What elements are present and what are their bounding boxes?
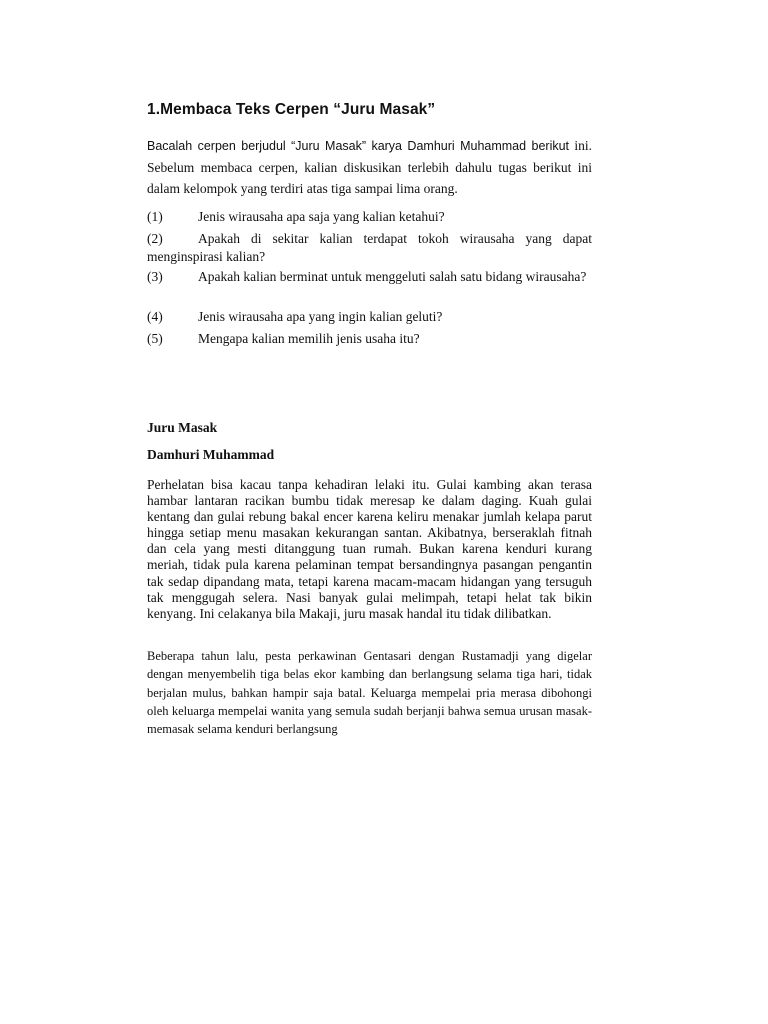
story-author: Damhuri Muhammad xyxy=(147,447,275,462)
intro-rest-text: ini. Sebelum membaca cerpen, kalian diskusikan terlebih dahulu tugas berikut ini dalam kelompok yang terdiri atas tiga sampai lima orang. xyxy=(147,138,592,196)
question-number: (3) xyxy=(147,269,163,284)
story-paragraph: Perhelatan bisa kacau tanpa kehadiran lelaki itu. Gulai kambing akan terasa hambar lantaran racikan bumbu tidak meresap ke dalam daging. Kuah gulai kentang dan gulai rebung bakal encer karena keliru menakar jumlah kelapa parut hingga setiap menu masakan kekurangan santan. Akibatnya, berseraklah fitnah dan cela yang mesti ditanggung tuan rumah. Bukan karena kenduri kurang meriah, tidak pula karena pelaminan tempat bersandingnya pasangan pengantin tak sedap dipandang mata, tetapi karena macam-macam hidangan yang tersuguh tak menggugah selera. Nasi banyak gulai melimpah, tetapi helat tak bikin kenyang. Ini celakanya bila Makaji, juru masak handal itu tidak dilibatkan. xyxy=(147,477,592,621)
question-number: (5) xyxy=(147,331,163,346)
question-text: Apakah di sekitar kalian terdapat tokoh wirausaha yang dapat menginspirasi kalian? xyxy=(147,231,592,264)
question-number: (4) xyxy=(147,309,163,324)
question-text: Apakah kalian berminat untuk menggeluti salah satu bidang wirausaha? xyxy=(198,269,587,284)
story-title: Juru Masak xyxy=(147,420,218,435)
question-text: Jenis wirausaha apa saja yang kalian ketahui? xyxy=(198,209,445,224)
question-number: (1) xyxy=(147,209,163,224)
section-heading: 1.Membaca Teks Cerpen “Juru Masak” xyxy=(147,101,436,118)
question-item xyxy=(147,230,592,266)
question-item xyxy=(147,308,592,326)
question-text: Mengapa kalian memilih jenis usaha itu? xyxy=(198,331,420,346)
question-item xyxy=(147,330,592,348)
intro-paragraph xyxy=(147,135,592,199)
intro-lead-text: Bacalah cerpen berjudul “Juru Masak” karya Damhuri Muhammad berikut xyxy=(147,139,570,153)
question-item xyxy=(147,268,592,286)
question-item xyxy=(147,208,592,226)
question-text: Jenis wirausaha apa yang ingin kalian geluti? xyxy=(198,309,443,324)
story-paragraph: Beberapa tahun lalu, pesta perkawinan Gentasari dengan Rustamadji yang digelar dengan menyembelih tiga belas ekor kambing dan berlangsung selama tiga hari, tidak berjalan mulus, bahkan hampir saja batal. Keluarga mempelai pria merasa dibohongi oleh keluarga mempelai wanita yang semula sudah berjanji bahwa semua urusan masak-memasak selama kenduri berlangsung xyxy=(147,649,592,737)
question-number: (2) xyxy=(147,231,163,246)
